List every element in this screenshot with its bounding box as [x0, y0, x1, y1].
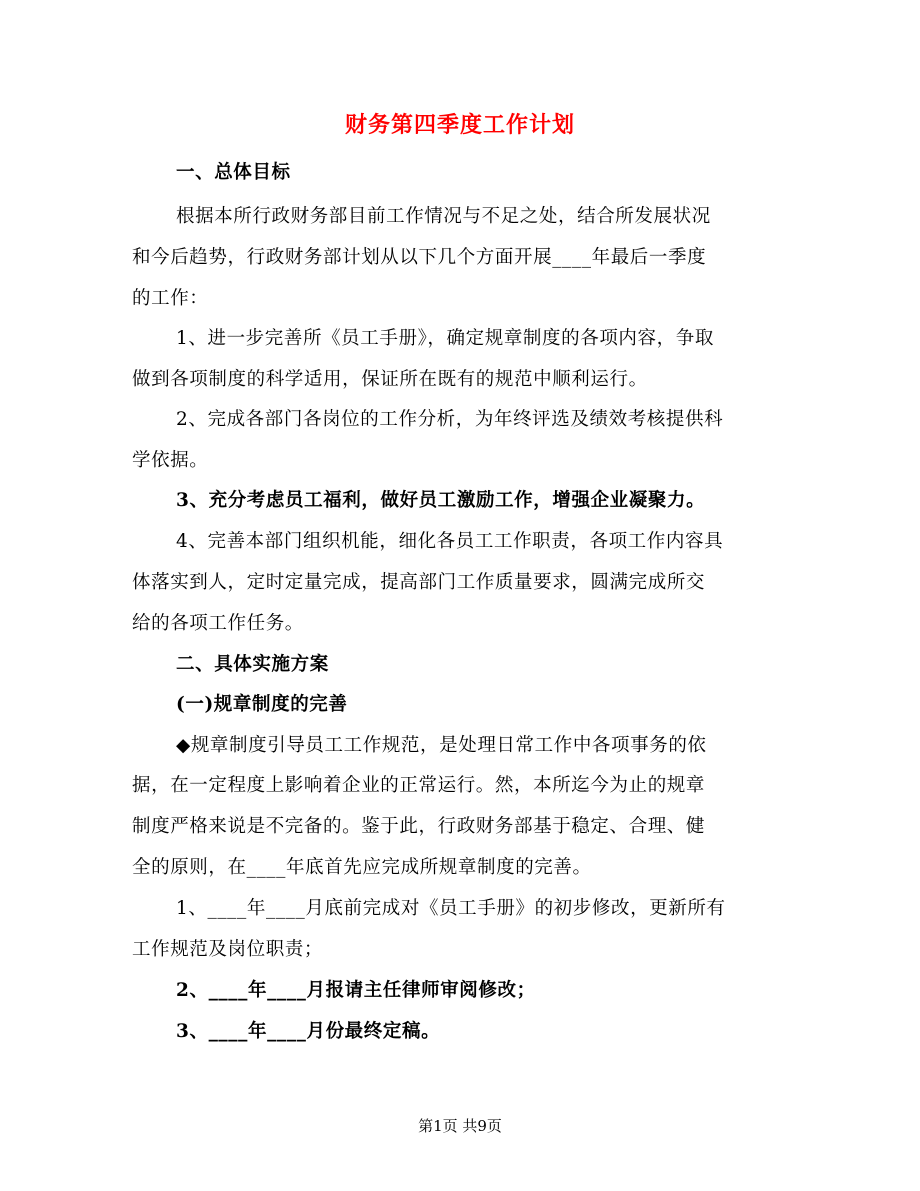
rules-line-1: ◆规章制度引导员工工作规范，是处理日常工作中各项事务的依	[176, 735, 707, 756]
item-4-line-1: 4、完善本部门组织机能，细化各员工工作职责，各项工作内容具	[176, 531, 724, 552]
intro-line-1: 根据本所行政财务部目前工作情况与不足之处，结合所发展状况	[176, 206, 711, 227]
document-title: 财务第四季度工作计划	[344, 112, 575, 138]
item-4-line-3: 给的各项工作任务。	[132, 613, 304, 634]
item-2-line-2: 学依据。	[132, 450, 209, 471]
section-heading-implementation: 二、具体实施方案	[176, 654, 329, 675]
item-1-line-1: 1、进一步完善所《员工手册》，确定规章制度的各项内容，争取	[176, 328, 714, 349]
step-1-line-2: 工作规范及岗位职责；	[132, 939, 324, 960]
item-3-line: 3、充分考虑员工福利，做好员工激励工作，增强企业凝聚力。	[176, 490, 706, 511]
step-1-line-1: 1、____年____月底前完成对《员工手册》的初步修改，更新所有	[176, 898, 726, 919]
rules-line-4: 全的原则，在____年底首先应完成所规章制度的完善。	[132, 857, 592, 878]
item-4-line-2: 体落实到人，定时定量完成，提高部门工作质量要求，圆满完成所交	[132, 572, 706, 593]
step-2-line: 2、____年____月报请主任律师审阅修改；	[176, 980, 536, 1001]
page-number-footer: 第1页 共9页	[418, 1117, 502, 1135]
subsection-heading-rules: (一)规章制度的完善	[176, 694, 348, 715]
step-3-line: 3、____年____月份最终定稿。	[176, 1021, 441, 1042]
item-2-line-1: 2、完成各部门各岗位的工作分析，为年终评选及绩效考核提供科	[176, 409, 724, 430]
intro-line-3: 的工作：	[132, 288, 209, 309]
rules-line-3: 制度严格来说是不完备的。鉴于此，行政财务部基于稳定、合理、健	[132, 816, 706, 837]
item-1-line-2: 做到各项制度的科学适用，保证所在既有的规范中顺利运行。	[132, 369, 648, 390]
intro-line-2: 和今后趋势，行政财务部计划从以下几个方面开展____年最后一季度	[132, 247, 707, 268]
rules-line-2: 据，在一定程度上影响着企业的正常运行。然，本所迄今为止的规章	[132, 775, 706, 796]
section-heading-overall-goals: 一、总体目标	[176, 162, 291, 183]
